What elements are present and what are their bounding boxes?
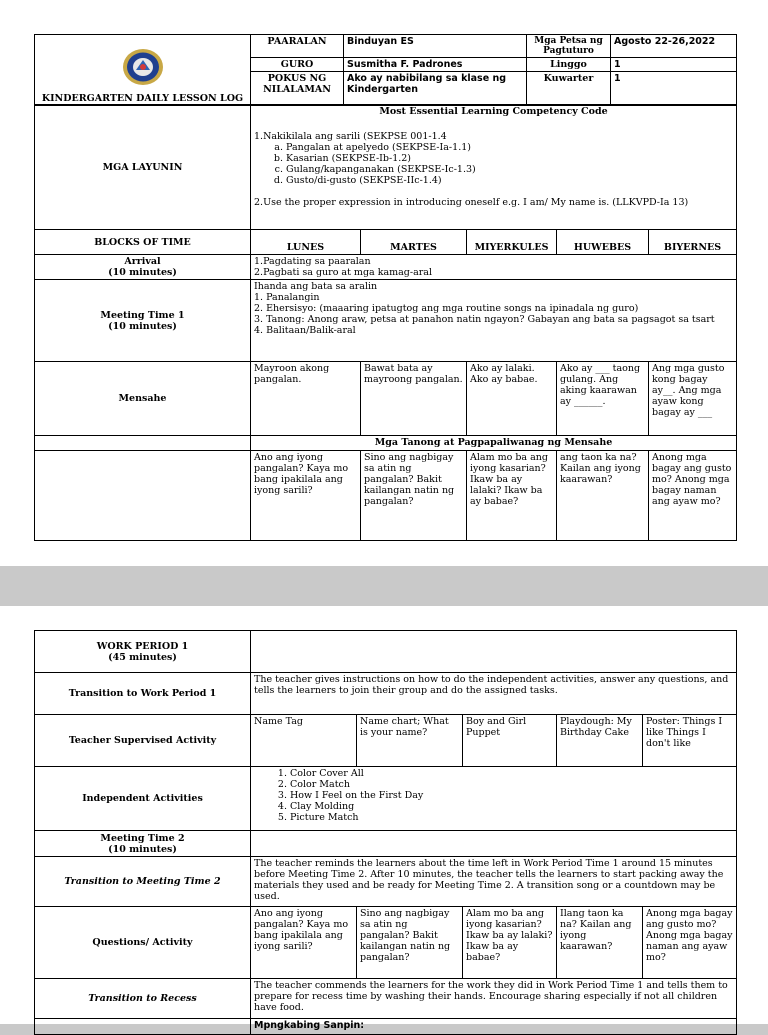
- kuwarter-label: Kuwarter: [527, 72, 611, 106]
- transition-meeting-2-text: The teacher reminds the learners about the time left in Work Period Time 1 around 15 minutes before Meeting Time 2. After 10 minutes, the teacher tells the learners to start packing away the materials they used and be ready for Meeting Time 2. A transition song or a countdown may be used.: [251, 857, 737, 907]
- last-row-blank: [35, 1019, 251, 1035]
- mensahe-label: Mensahe: [35, 362, 251, 436]
- linggo-value: 1: [611, 58, 737, 72]
- meeting-time-2-label: [35, 831, 251, 857]
- arrival-content: [251, 255, 737, 280]
- meeting-time-2-blank: [251, 831, 737, 857]
- transition-recess-text: The teacher commends the learners for the work they did in Work Period Time 1 and tells them to prepare for recess time by washing their hands. Encourage sharing especially if not all children have food.: [251, 979, 737, 1019]
- work-period-table: [34, 630, 737, 1035]
- day-lunes: LUNES: [251, 230, 361, 255]
- supervised-cell: Name Tag: [251, 715, 357, 767]
- layunin-subitem: c. Gulang/kapanganakan (SEKPSE-Ic-1.3): [286, 164, 733, 175]
- melc-title: Most Essential Learning Competency Code: [379, 106, 608, 117]
- tanong-label-blank: [35, 451, 251, 541]
- layunin-subitem: d. Gusto/di-gusto (SEKPSE-IIc-1.4): [286, 175, 733, 186]
- lesson-log-table: [34, 104, 737, 541]
- independent-list: [254, 768, 733, 823]
- arrival-title: Arrival: [124, 256, 161, 267]
- supervised-cell: Playdough: My Birthday Cake: [557, 715, 643, 767]
- work-period-1-label: [35, 631, 251, 673]
- meeting-time-2-title: Meeting Time 2: [100, 832, 185, 844]
- questions-cell: Alam mo ba ang iyong kasarian? Ikaw ba ay lalaki? Ikaw ba ay babae?: [463, 907, 557, 979]
- transition-work-label: Transition to Work Period 1: [35, 673, 251, 715]
- tanong-title: Mga Tanong at Pagpapaliwanag ng Mensahe: [251, 436, 737, 451]
- school-logo-and-title: [35, 35, 251, 106]
- questions-cell: Sino ang nagbigay sa atin ng pangalan? Bakit kailangan natin ng pangalan?: [357, 907, 463, 979]
- work-period-blank: [251, 631, 737, 673]
- questions-cell: Ilang taon ka na? Kailan ang iyong kaarawan?: [557, 907, 643, 979]
- transition-meeting-2-label: Transition to Meeting Time 2: [35, 857, 251, 907]
- lesson-log-header-table: [34, 34, 737, 106]
- transition-work-text: The teacher gives instructions on how to do the independent activities, answer any questions, and tells the learners to join their group and do the assigned tasks.: [251, 673, 737, 715]
- document-title: KINDERGARTEN DAILY LESSON LOG: [41, 93, 244, 104]
- questions-cell: Anong mga bagay ang gusto mo? Anong mga bagay naman ang ayaw mo?: [643, 907, 737, 979]
- blocks-of-time-label: BLOCKS OF TIME: [35, 230, 251, 255]
- work-period-duration: (45 minutes): [108, 651, 177, 663]
- mensahe-cell: Ako ay lalaki. Ako ay babae.: [467, 362, 557, 436]
- meeting-line: Ihanda ang bata sa aralin: [254, 281, 378, 292]
- independent-item: 3. How I Feel on the First Day: [290, 790, 733, 801]
- independent-item: 4. Clay Molding: [290, 801, 733, 812]
- meeting-time-2-duration: (10 minutes): [108, 843, 177, 855]
- layunin-item-1: 1.Nakikilala ang sarili (SEKPSE 001-1.4: [254, 131, 447, 142]
- kuwarter-value: 1: [611, 72, 737, 106]
- paaralan-label: PAARALAN: [251, 35, 344, 58]
- supervised-label: Teacher Supervised Activity: [35, 715, 251, 767]
- tanong-blank: [35, 436, 251, 451]
- day-huwebes: HUWEBES: [557, 230, 649, 255]
- tanong-cell: Anong mga bagay ang gusto mo? Anong mga bagay naman ang ayaw mo?: [649, 451, 737, 541]
- arrival-duration: (10 minutes): [108, 267, 177, 278]
- layunin-item-2: 2.Use the proper expression in introducing oneself e.g. I am/ My name is. (LLKVPD-Ia 13): [254, 197, 689, 208]
- mensahe-cell: Ako ay ___ taong gulang. Ang aking kaarawan ay ______.: [557, 362, 649, 436]
- meeting-time-1-label: [35, 280, 251, 362]
- petsa-value: Agosto 22-26,2022: [611, 35, 737, 58]
- independent-content: [251, 767, 737, 831]
- meeting-line: 3. Tanong: Anong araw, petsa at panahon natin ngayon? Gabayan ang bata sa pagsagot sa tsart: [254, 314, 715, 325]
- day-martes: MARTES: [361, 230, 467, 255]
- mensahe-cell: Ang mga gusto kong bagay ay__. Ang mga ayaw kong bagay ay ___: [649, 362, 737, 436]
- layunin-subitem: a. Pangalan at apelyedo (SEKPSE-Ia-1.1): [286, 142, 733, 153]
- layunin-subitems: [254, 142, 733, 186]
- independent-item: 2. Color Match: [290, 779, 733, 790]
- work-period-title: WORK PERIOD 1: [96, 640, 189, 652]
- guro-label: GURO: [251, 58, 344, 72]
- meeting-line: 4. Balitaan/Balik-aral: [254, 325, 356, 336]
- independent-item: 5. Picture Match: [290, 812, 733, 823]
- page-2: [0, 606, 768, 1031]
- last-row-text: Mpngkabing Sanpin:: [251, 1019, 737, 1035]
- tanong-cell: Ano ang iyong pangalan? Kaya mo bang ipakilala ang iyong sarili?: [251, 451, 361, 541]
- arrival-line: 1.Pagdating sa paaralan: [254, 256, 371, 267]
- questions-cell: Ano ang iyong pangalan? Kaya mo bang ipakilala ang iyong sarili?: [251, 907, 357, 979]
- arrival-line: 2.Pagbati sa guro at mga kamag-aral: [254, 267, 432, 278]
- layunin-content: [251, 105, 737, 230]
- day-biyernes: BIYERNES: [649, 230, 737, 255]
- pokus-value: Ako ay nabibilang sa klase ng Kindergarten: [344, 72, 527, 106]
- guro-value: Susmitha F. Padrones: [344, 58, 527, 72]
- petsa-label: Mga Petsa ng Pagtuturo: [527, 35, 611, 58]
- meeting-time-1-content: [251, 280, 737, 362]
- deped-seal-icon: [121, 47, 165, 87]
- meeting-line: 1. Panalangin: [254, 292, 320, 303]
- arrival-label: [35, 255, 251, 280]
- day-miyerkules: MIYERKULES: [467, 230, 557, 255]
- questions-label: Questions/ Activity: [35, 907, 251, 979]
- layunin-label: MGA LAYUNIN: [35, 105, 251, 230]
- supervised-cell: Poster: Things I like Things I don't like: [643, 715, 737, 767]
- tanong-cell: Sino ang nagbigay sa atin ng pangalan? Bakit kailangan natin ng pangalan?: [361, 451, 467, 541]
- tanong-cell: ang taon ka na? Kailan ang iyong kaarawan?: [557, 451, 649, 541]
- meeting-time-1-duration: (10 minutes): [108, 320, 177, 332]
- independent-label: Independent Activities: [35, 767, 251, 831]
- linggo-label: Linggo: [527, 58, 611, 72]
- mensahe-cell: Bawat bata ay mayroong pangalan.: [361, 362, 467, 436]
- layunin-subitem: b. Kasarian (SEKPSE-Ib-1.2): [286, 153, 733, 164]
- pokus-label: POKUS NG NILALAMAN: [251, 72, 344, 106]
- independent-item: 1. Color Cover All: [290, 768, 733, 779]
- tanong-cell: Alam mo ba ang iyong kasarian? Ikaw ba ay lalaki? Ikaw ba ay babae?: [467, 451, 557, 541]
- meeting-line: 2. Ehersisyo: (maaaring ipatugtog ang mga routine songs na ipinadala ng guro): [254, 303, 639, 314]
- supervised-cell: Boy and Girl Puppet: [463, 715, 557, 767]
- paaralan-value: Binduyan ES: [344, 35, 527, 58]
- meeting-time-1-title: Meeting Time 1: [100, 309, 185, 321]
- mensahe-cell: Mayroon akong pangalan.: [251, 362, 361, 436]
- transition-recess-label: Transition to Recess: [35, 979, 251, 1019]
- supervised-cell: Name chart; What is your name?: [357, 715, 463, 767]
